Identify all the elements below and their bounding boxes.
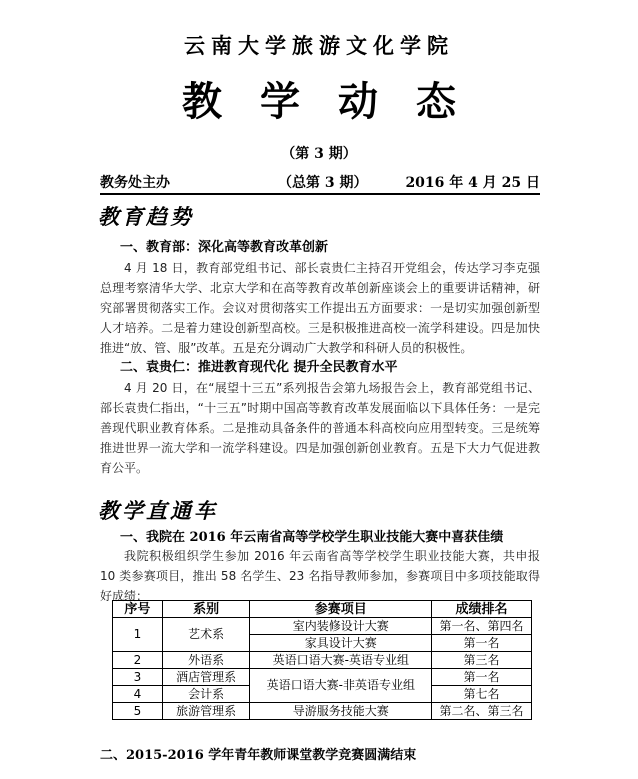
article-body-2 (100, 378, 540, 478)
table-cell-no: 2 (113, 652, 163, 669)
table-row (113, 703, 532, 720)
article-title-1: 一、教育部：深化高等教育改革创新 (120, 240, 329, 255)
publish-date: 2016 年 4 月 25 日 (405, 175, 540, 191)
newsletter-title: 教学动态 (182, 78, 494, 125)
article-body-1-text: 4 月 18 日，教育部党组书记、部长袁贵仁主持召开党组会，传达学习李克强总理考察清华大学、北京大学和在高等教育改革创新座谈会上的重要讲话精神，研究部署贯彻落实工作。会议对贯彻落实工作提出五方面要求：一是切实加强创新型人才培养。二是着力建设创新型高校。三是积极推进高校一流学科建设。四是加快推进“放、管、服”改革。五是充分调动广大教学和科研人员的积极性。 (100, 261, 540, 355)
table-row (113, 669, 532, 686)
article-title-2: 二、袁贵仁：推进教育现代化 提升全民教育水平 (120, 360, 398, 375)
table-cell-project: 家具设计大赛 (250, 635, 432, 652)
table-cell-dept: 酒店管理系 (162, 669, 250, 686)
table-cell-result: 第一名 (432, 635, 532, 652)
table-cell-project: 英语口语大赛-英语专业组 (250, 652, 432, 669)
info-line (100, 172, 540, 192)
table-cell-result: 第二名、第三名 (432, 703, 532, 720)
table-cell-project: 导游服务技能大赛 (250, 703, 432, 720)
table-cell-result: 第七名 (432, 686, 532, 703)
table-row (113, 618, 532, 635)
table-header-row (113, 601, 532, 618)
table-cell-no: 3 (113, 669, 163, 686)
table-header-cell: 成绩排名 (432, 601, 532, 618)
article-body-1 (100, 258, 540, 358)
table-cell-dept: 艺术系 (162, 618, 250, 652)
article-title-4: 二、2015-2016 学年青年教师课堂教学竞赛圆满结束 (100, 748, 417, 763)
section-heading-teaching-express: 教学直通车 (98, 498, 218, 523)
table-row (113, 652, 532, 669)
table-cell-dept: 外语系 (162, 652, 250, 669)
total-issue: （总第 3 期） (278, 175, 368, 191)
table-cell-result: 第一名 (432, 669, 532, 686)
table-header-cell: 系别 (162, 601, 250, 618)
table-cell-dept: 旅游管理系 (162, 703, 250, 720)
article-title-3: 一、我院在 2016 年云南省高等学校学生职业技能大赛中喜获佳绩 (120, 530, 504, 545)
table-cell-no: 4 (113, 686, 163, 703)
organizer: 教务处主办 (100, 175, 170, 191)
table-cell-result: 第一名、第四名 (432, 618, 532, 635)
section-heading-education-trends: 教育趋势 (98, 204, 194, 229)
table-cell-project: 英语口语大赛-非英语专业组 (250, 669, 432, 703)
article-body-3 (100, 546, 540, 606)
table-header-cell: 序号 (113, 601, 163, 618)
table-header-cell: 参赛项目 (250, 601, 432, 618)
article-body-2-text: 4 月 20 日，在“展望十三五”系列报告会第九场报告会上，教育部党组书记、部长袁贵仁指出，“十三五”时期中国高等教育改革发展面临以下具体任务：一是完善现代职业教育体系。二是推动具备条件的普通本科高校向应用型转变。三是统筹推进世界一流大学和一流学科建设。四是加强创新创业教育。五是下大力气促进教育公平。 (100, 381, 540, 475)
article-body-3-text: 我院积极组织学生参加 2016 年云南省高等学校学生职业技能大赛，共申报 10 类参赛项目，推出 58 名学生、23 名指导教师参加，参赛项目中多项技能取得好成绩： (100, 549, 540, 603)
table-cell-result: 第三名 (432, 652, 532, 669)
awards-table (112, 600, 532, 720)
header-divider (100, 193, 540, 195)
table-cell-no: 1 (113, 618, 163, 652)
table-cell-project: 室内装修设计大赛 (250, 618, 432, 635)
issue-number: （第 3 期） (281, 146, 357, 162)
table-cell-no: 5 (113, 703, 163, 720)
table-cell-dept: 会计系 (162, 686, 250, 703)
school-name: 云南大学旅游文化学院 (184, 33, 454, 58)
